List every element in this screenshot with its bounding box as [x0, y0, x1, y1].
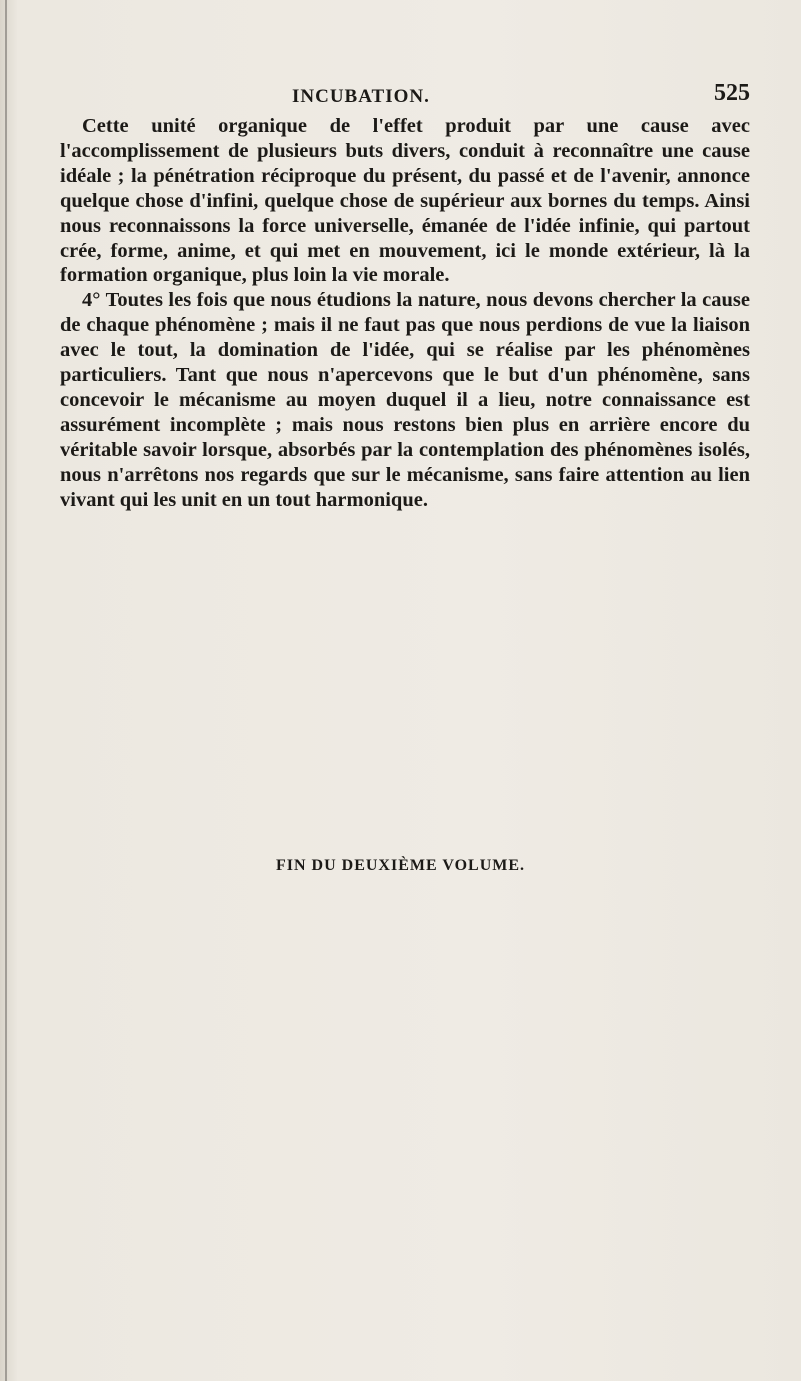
paragraph-2: 4° Toutes les fois que nous étudions la nature, nous devons chercher la cause de chaque phénomène ; mais il ne faut pas que nous perdions de vue la liaison avec le tout, la domination de l'idée, qui se réalise par les phénomènes particuliers. Tant que nous n'apercevons que le but d'un phénomène, sans concevoir le mécanisme au moyen duquel il a lieu, notre connaissance est assurément incomplète ; mais nous restons bien plus en arrière encore du véritable savoir lorsque, absorbés par la contemplation des phénomènes isolés, nous n'arrêtons nos regards que sur le mécanisme, sans faire attention au lien vivant qui les unit en un tout harmonique.	[60, 289, 750, 511]
running-head: INCUBATION.	[292, 86, 430, 107]
page-gutter	[5, 0, 7, 1381]
paragraph-1: Cette unité organique de l'effet produit par une cause avec l'accomplissement de plusieurs buts divers, conduit à reconnaître une cause idéale ; la pénétration réciproque du présent, du passé et de l'avenir, annonce quelque chose d'infini, quelque chose de supérieur aux bornes du temps. Ainsi nous reconnaissons la force universelle, émanée de l'idée infinie, qui partout crée, forme, anime, et qui met en mouvement, ici le monde extérieur, là la formation organique, plus loin la vie morale.	[60, 115, 750, 287]
page-number: 525	[714, 80, 750, 106]
page-header	[60, 80, 750, 112]
body-text	[60, 114, 750, 513]
end-of-volume-note: FIN DU DEUXIÈME VOLUME.	[275, 857, 526, 874]
